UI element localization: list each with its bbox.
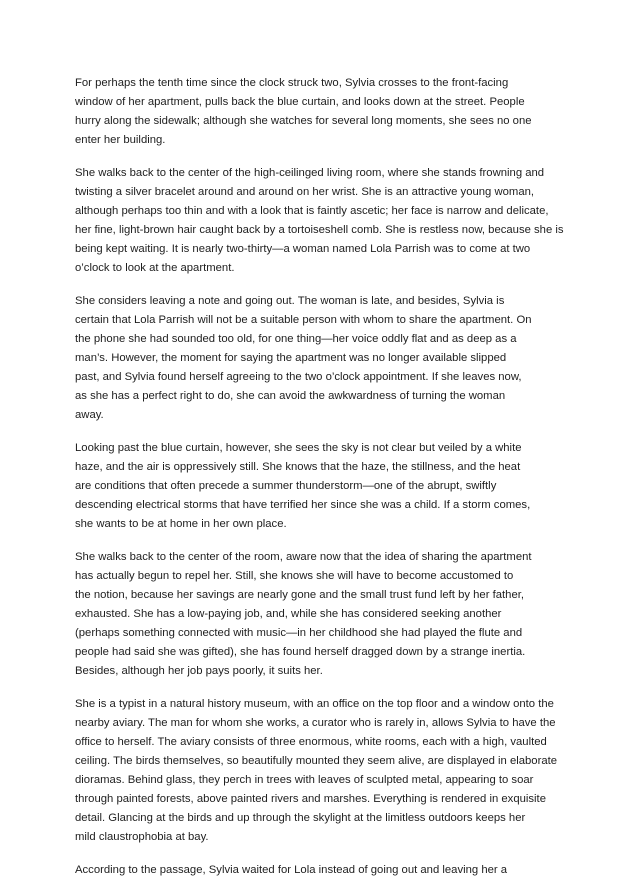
paragraph-6 xyxy=(75,695,595,847)
text-line: has actually begun to repel her. Still, she knows she will have to become accustomed to xyxy=(75,570,514,582)
text-line: haze, and the air is oppressively still. She knows that the haze, the stillness, and the heat xyxy=(75,461,521,473)
text-line: past, and Sylvia found herself agreeing to the two o’clock appointment. If she leaves now, xyxy=(75,371,522,383)
passage-text xyxy=(75,74,595,894)
text-line: enter her building. xyxy=(75,134,166,146)
text-line: exhausted. She has a low-paying job, and, while she has considered seeking another xyxy=(75,608,502,620)
text-line: She walks back to the center of the high-ceilinged living room, where she stands frowning and xyxy=(75,167,545,179)
text-line: people had said she was gifted), she has found herself dragged down by a strange inertia. xyxy=(75,646,526,658)
text-line: hurry along the sidewalk; although she watches for several long moments, she sees no one xyxy=(75,115,532,127)
text-line: man’s. However, the moment for saying the apartment was no longer available slipped xyxy=(75,352,507,364)
text-line: Besides, although her job pays poorly, it suits her. xyxy=(75,665,323,677)
text-line: nearby aviary. The man for whom she works, a curator who is rarely in, allows Sylvia to have the xyxy=(75,717,556,729)
text-line: window of her apartment, pulls back the blue curtain, and looks down at the street. People xyxy=(75,96,525,108)
text-line: are conditions that often precede a summer thunderstorm—one of the abrupt, swiftly xyxy=(75,480,497,492)
text-line: ceiling. The birds themselves, so beautifully mounted they seem alive, are displayed in elaborate xyxy=(75,755,558,767)
text-line: as she has a perfect right to do, she can avoid the awkwardness of turning the woman xyxy=(75,390,506,402)
paragraph-3 xyxy=(75,292,595,425)
text-line: the phone she had sounded too old, for one thing—her voice oddly flat and as deep as a xyxy=(75,333,517,345)
text-line: dioramas. Behind glass, they perch in trees with leaves of sculpted metal, appearing to soar xyxy=(75,774,534,786)
paragraph-2 xyxy=(75,164,595,278)
text-line: detail. Glancing at the birds and up through the skylight at the limitless outdoors keeps her xyxy=(75,812,526,824)
text-line: office to herself. The aviary consists of three enormous, white rooms, each with a high, vaulted xyxy=(75,736,547,748)
text-line: certain that Lola Parrish will not be a suitable person with whom to share the apartment. On xyxy=(75,314,532,326)
text-line: twisting a silver bracelet around and around on her wrist. She is an attractive young woman, xyxy=(75,186,535,198)
text-line: she wants to be at home in her own place. xyxy=(75,518,287,530)
text-line: although perhaps too thin and with a look that is faintly ascetic; her face is narrow and delicate, xyxy=(75,205,549,217)
paragraph-1 xyxy=(75,74,595,150)
text-line: descending electrical storms that have terrified her since she was a child. If a storm comes, xyxy=(75,499,531,511)
text-line: mild claustrophobia at bay. xyxy=(75,831,209,843)
paragraph-4 xyxy=(75,439,595,534)
paragraph-5 xyxy=(75,548,595,681)
question-stem xyxy=(75,861,595,880)
text-line: Looking past the blue curtain, however, she sees the sky is not clear but veiled by a white xyxy=(75,442,522,454)
text-line: through painted forests, above painted rivers and marshes. Everything is rendered in exquisite xyxy=(75,793,546,805)
text-line: the notion, because her savings are nearly gone and the small trust fund left by her father, xyxy=(75,589,525,601)
text-line: away. xyxy=(75,409,104,421)
text-line: For perhaps the tenth time since the clock struck two, Sylvia crosses to the front-facing xyxy=(75,77,509,89)
text-line: o’clock to look at the apartment. xyxy=(75,262,235,274)
text-line: being kept waiting. It is nearly two-thirty—a woman named Lola Parrish was to come at two xyxy=(75,243,531,255)
text-line: She is a typist in a natural history museum, with an office on the top floor and a window onto the xyxy=(75,698,554,710)
text-line: She considers leaving a note and going out. The woman is late, and besides, Sylvia is xyxy=(75,295,505,307)
text-line: She walks back to the center of the room, aware now that the idea of sharing the apartment xyxy=(75,551,532,563)
text-line: (perhaps something connected with music—in her childhood she had played the flute and xyxy=(75,627,523,639)
text-line: According to the passage, Sylvia waited for Lola instead of going out and leaving her a xyxy=(75,864,508,876)
text-line: her fine, light-brown hair caught back by a tortoiseshell comb. She is restless now, because she is xyxy=(75,224,564,236)
